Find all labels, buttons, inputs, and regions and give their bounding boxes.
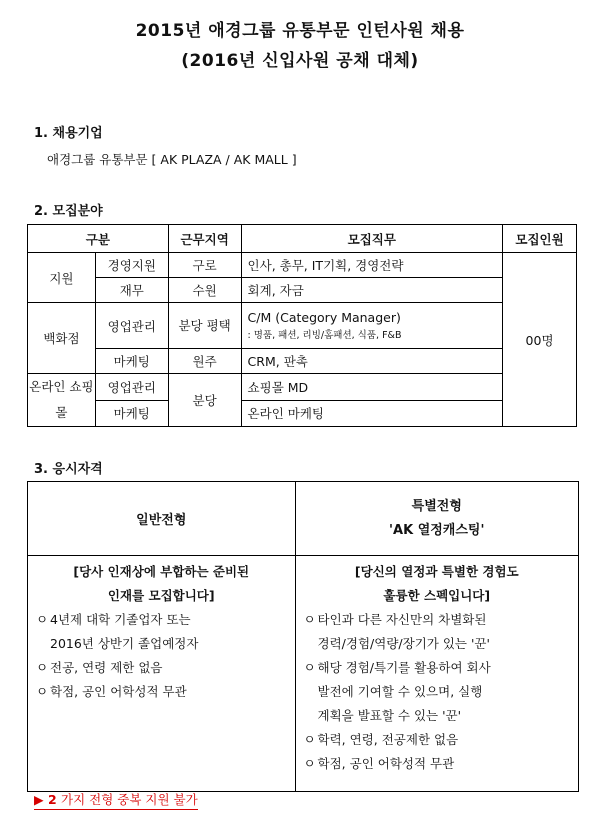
duty-main-text: C/M (Category Manager) [247, 310, 401, 325]
bullet-icon: ㅇ [36, 684, 49, 699]
special-track-subtitle: 'AK 열정캐스팅' [389, 522, 485, 538]
column-header-duty: 모집직무 [241, 225, 503, 253]
list-item [304, 752, 570, 776]
region-cell: 구로 [168, 253, 241, 278]
list-item-text: 전공, 연령 제한 없음 [50, 660, 163, 675]
bullet-icon: ㅇ [303, 732, 316, 747]
bullet-icon: ㅇ [303, 612, 316, 627]
region-cell: 수원 [168, 278, 241, 303]
column-header-headcount: 모집인원 [503, 225, 577, 253]
group-cell-department-store: 백화점 [28, 303, 96, 374]
headcount-cell: 00명 [503, 253, 577, 427]
group-cell-online-mall: 온라인 쇼핑몰 [28, 374, 96, 427]
list-item-continuation: 발전에 기여할 수 있으며, 실행 [317, 684, 483, 699]
table-row [28, 253, 577, 278]
table-row [28, 374, 577, 401]
section-heading-fields: 2. 모집분야 [34, 204, 103, 219]
general-track-content [28, 556, 296, 792]
list-item [36, 680, 287, 704]
duty-cell: CRM, 판촉 [241, 349, 503, 374]
sub-category-cell: 재무 [95, 278, 168, 303]
qualifications-table [27, 481, 579, 792]
list-item [304, 656, 570, 680]
list-item-continuation: 경력/경험/역량/장기가 있는 '꾼' [317, 636, 490, 651]
document-subtitle: (2016년 신입사원 공채 대체) [181, 51, 419, 71]
list-item [304, 728, 570, 752]
table-header-row [28, 225, 577, 253]
duty-cell: 온라인 마케팅 [241, 400, 503, 427]
duty-cell: 회계, 자금 [241, 278, 503, 303]
region-cell: 분당 평택 [168, 303, 241, 349]
special-track-header [295, 482, 578, 556]
general-track-title: 일반전형 [136, 513, 187, 528]
duty-cell: 인사, 총무, IT기획, 경영전략 [241, 253, 503, 278]
table-row [28, 303, 577, 349]
column-header-category: 구분 [28, 225, 169, 253]
list-item-text: 4년제 대학 기졸업자 또는 [50, 612, 191, 627]
sub-category-cell: 마케팅 [95, 400, 168, 427]
sub-category-cell: 경영지원 [95, 253, 168, 278]
column-header-region: 근무지역 [168, 225, 241, 253]
table-row [28, 556, 579, 792]
special-track-content [295, 556, 578, 792]
section-heading-company: 1. 채용기업 [34, 126, 103, 141]
list-item-text: 해당 경험/특기를 활용하여 회사 [317, 660, 491, 675]
bullet-icon: ㅇ [303, 756, 316, 771]
sub-category-cell: 마케팅 [95, 349, 168, 374]
sub-category-cell: 영업관리 [95, 303, 168, 349]
duty-cell [241, 303, 503, 349]
bullet-icon: ㅇ [303, 660, 316, 675]
special-intro-line2: 훌륭한 스펙입니다] [383, 588, 491, 603]
region-cell: 분당 [168, 374, 241, 427]
duplicate-application-note [34, 790, 198, 810]
recruitment-fields-table [27, 224, 577, 427]
company-name: 애경그룹 유통부문 [ AK PLAZA / AK MALL ] [47, 152, 297, 167]
group-cell-support: 지원 [28, 253, 96, 303]
list-item [36, 608, 287, 632]
list-item-text: 학점, 공인 어학성적 무관 [50, 684, 187, 699]
table-row [28, 349, 577, 374]
list-item-continuation: 계획을 발표할 수 있는 '꾼' [317, 708, 462, 723]
general-intro-line2: 인재를 모집합니다] [107, 588, 215, 603]
table-header-row [28, 482, 579, 556]
sub-category-cell: 영업관리 [95, 374, 168, 401]
list-item-text: 학점, 공인 어학성적 무관 [317, 756, 455, 771]
note-number: 2 [47, 792, 57, 807]
list-item-text: 학력, 연령, 전공제한 없음 [317, 732, 459, 747]
document-title: 2015년 애경그룹 유통부문 인턴사원 채용 [135, 21, 465, 41]
section-heading-qualifications: 3. 응시자격 [34, 462, 103, 477]
list-item [36, 656, 287, 680]
bullet-icon: ㅇ [36, 660, 49, 675]
special-track-title: 특별전형 [411, 498, 462, 514]
general-track-header [28, 482, 296, 556]
table-row [28, 278, 577, 303]
list-item [304, 608, 570, 632]
region-cell: 원주 [168, 349, 241, 374]
triangle-right-icon: ▶ [34, 792, 44, 807]
table-row [28, 400, 577, 427]
general-intro-line1: [당사 인재상에 부합하는 준비된 [73, 564, 250, 579]
list-item-text: 타인과 다른 자신만의 차별화된 [317, 612, 487, 627]
list-item-continuation: 2016년 상반기 졸업예정자 [50, 636, 199, 651]
special-intro-line1: [당신의 열정과 특별한 경험도 [354, 564, 519, 579]
note-text: 가지 전형 중복 지원 불가 [61, 792, 198, 807]
duty-detail-text: : 명품, 패션, 리빙/홈패션, 식품, F&B [247, 330, 402, 341]
duty-cell: 쇼핑몰 MD [241, 374, 503, 401]
bullet-icon: ㅇ [36, 612, 49, 627]
